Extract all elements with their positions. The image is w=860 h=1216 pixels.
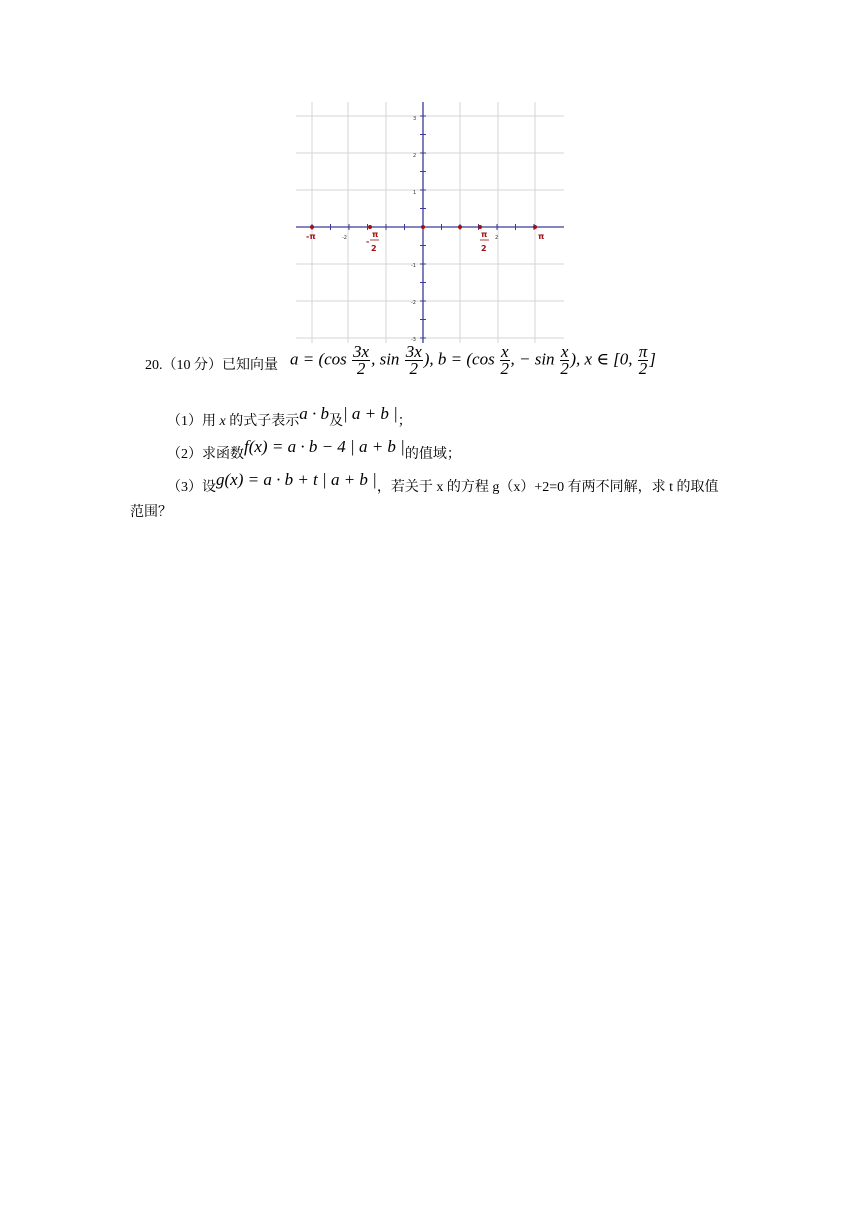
y-tick-label: 3 (413, 116, 417, 122)
graph-point (458, 225, 462, 229)
fraction: $\frac{\pi}{2}$ (638, 342, 648, 378)
pi-label: 2 (481, 244, 487, 253)
vector-definition: a = (cos $\frac{3x}{2}$ , sin $\frac{3x}{2}$ ), b = (cos $\frac{x}{2}$ , − sin $\frac{x}{2}$ ), x ∈ [0, $\frac{\pi}{2}$ ] (290, 342, 656, 378)
fraction: $\frac{3x}{2}$ (405, 342, 422, 378)
graph-point (310, 225, 314, 229)
pi-label: 2 (371, 244, 377, 253)
question-3: （3）设g(x) = a · b + t | a + b |，若关于 x 的方程 g（x）+2=0 有两不同解，求 t 的取值 (167, 470, 719, 495)
pi-label: π (372, 230, 379, 239)
question-2: （2）求函数f(x) = a · b − 4 | a + b |的值域； (167, 437, 461, 462)
vector-a: a = (cos (290, 349, 347, 369)
pi-label: π (538, 232, 545, 241)
coordinate-graph (290, 98, 570, 348)
problem-number: 20.（10 分）已知向量 (145, 358, 278, 373)
graph-point (478, 225, 482, 229)
fraction: $\frac{3x}{2}$ (353, 342, 370, 378)
y-tick-label: -3 (411, 337, 416, 343)
question-1: （1）用 x 的式子表示a · b及| a + b |； (167, 404, 412, 429)
pi-label: - (366, 237, 370, 246)
vector-b: ), b = (cos (423, 349, 495, 369)
graph-point (533, 225, 537, 229)
y-tick-label: -2 (411, 300, 416, 306)
fraction: $\frac{x}{2}$ (500, 342, 509, 378)
graph-point (368, 225, 372, 229)
y-tick-label: 2 (413, 153, 417, 159)
y-tick-label: -1 (411, 263, 416, 269)
fraction: $\frac{x}{2}$ (560, 342, 569, 378)
x-tick-label: 2 (495, 235, 499, 241)
pi-label: -π (306, 232, 316, 241)
x-tick-label: -2 (342, 235, 347, 241)
graph-point (421, 225, 425, 229)
question-3-continued: 范围？ (130, 505, 172, 520)
pi-label: π (481, 230, 488, 239)
y-tick-label: 1 (413, 190, 417, 196)
grid (296, 102, 564, 343)
